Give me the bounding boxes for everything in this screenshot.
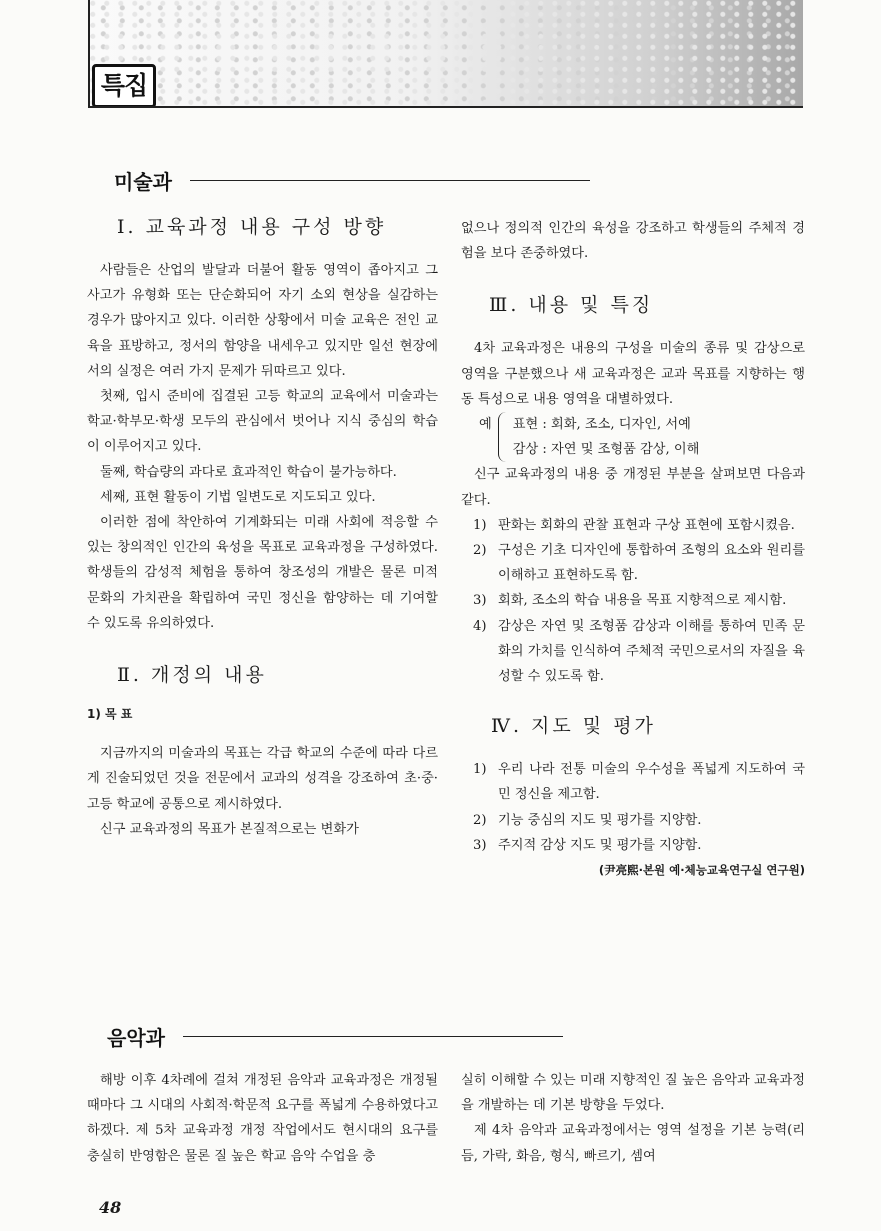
section-3-title: Ⅲ. 내용 및 특징 [489, 294, 654, 317]
s4-list [461, 757, 805, 858]
art-section-heading [114, 166, 590, 195]
art-heading-rule [190, 180, 590, 181]
art-heading-text: 미술과 [114, 170, 172, 194]
example-line-2: 감상 : 자연 및 조형품 감상, 이해 [512, 442, 700, 458]
s3-paragraph-2: 신구 교육과정의 내용 중 개정된 부분을 살펴보면 다음과 같다. [461, 467, 805, 508]
s2-paragraph-1: 지금까지의 미술과의 목표는 각급 학교의 수준에 따라 다르게 진술되었던 것을 전문에서 교과의 성격을 강조하여 초·중·고등 학교에 공통으로 제시하였다. [87, 746, 438, 812]
section-2-title: Ⅱ. 개정의 내용 [117, 664, 267, 687]
s3-list [461, 513, 805, 689]
example-label: 예 [479, 417, 492, 433]
author-credit: (尹亮熙·본원 예·체능교육연구실 연구원) [598, 863, 805, 878]
list-item: 3) 주지적 감상 지도 및 평가를 지양함. [473, 837, 702, 853]
example-line-1: 표현 : 회화, 조소, 디자인, 서예 [512, 417, 691, 433]
list-item: 1) 판화는 회화의 관찰 표현과 구상 표현에 포함시켰음. [473, 517, 795, 533]
list-item: 4) 감상은 자연 및 조형품 감상과 이해를 통하여 민족 문화의 가치를 인식하여 주체적 국민으로서의 자질을 육성할 수 있도록 함. [473, 618, 805, 685]
feature-banner [88, 0, 803, 108]
list-item: 2) 구성은 기초 디자인에 통합하여 조형의 요소와 원리를 이해하고 표현하도록 함. [473, 543, 805, 584]
list-item: 1) 우리 나라 전통 미술의 우수성을 폭넓게 지도하여 국민 정신을 제고함. [473, 762, 805, 803]
music-paragraph-3: 제 4차 음악과 교육과정에서는 영역 설정을 기본 능력(리듬, 가락, 화음, 형식, 빠르기, 셈여 [461, 1123, 805, 1164]
brace-icon [498, 412, 509, 462]
music-section-heading [107, 1022, 563, 1051]
s1-paragraph-4: 세째, 표현 활동이 기법 일변도로 지도되고 있다. [100, 489, 376, 505]
banner-label: 특집 [92, 64, 156, 108]
section-4-title: Ⅳ. 지도 및 평가 [491, 715, 656, 738]
art-left-column [87, 212, 438, 842]
example-lines [513, 412, 700, 462]
example-block [461, 412, 805, 462]
s2-paragraph-2: 신구 교육과정의 목표가 본질적으로는 변화가 [100, 821, 359, 837]
s2-paragraph-3: 없으나 정의적 인간의 육성을 강조하고 학생들의 주체적 경험을 보다 존중하였다. [461, 221, 805, 262]
music-heading-rule [183, 1036, 563, 1037]
s1-paragraph-2: 첫째, 입시 준비에 집결된 고등 학교의 교육에서 미술과는 학교·학부모·학생 모두의 관심에서 벗어나 지식 중심의 학습이 이루어지고 있다. [87, 389, 438, 455]
music-paragraph-1: 해방 이후 4차례에 걸쳐 개정된 음악과 교육과정은 개정될 때마다 그 시대의 사회적·학문적 요구를 폭넓게 수용하였다고 하겠다. 제 5차 교육과정 개정 작업에서도 현시대의 요구를 충실히 반영함은 물론 질 높은 학교 음악 수업을 충 [87, 1073, 438, 1164]
section-2-subtitle: 1) 목 표 [87, 707, 133, 722]
page-number: 48 [99, 1198, 122, 1217]
section-1-title: Ⅰ. 교육과정 내용 구성 방향 [117, 216, 387, 238]
s1-paragraph-5: 이러한 점에 착안하여 기계화되는 미래 사회에 적응할 수 있는 창의적인 인간의 육성을 목표로 교육과정을 구성하였다. 학생들의 감성적 체험을 통하여 창조성의 개발은 물론 미적 문화의 가치관을 확립하여 국민 정신을 함양하는 데 기여할 수 있도록 유의하였다. [87, 515, 438, 631]
s1-paragraph-1: 사람들은 산업의 발달과 더불어 활동 영역이 좁아지고 그 사고가 유형화 또는 단순화되어 자기 소외 현상을 실감하는 경우가 많아지고 있다. 이러한 상황에서 미술 교육은 전인 교육을 표방하고, 정서의 함양을 내세우고 있지만 일선 현장에서의 실정은 여러 가지 문제가 뒤따르고 있다. [87, 263, 438, 379]
music-paragraph-2: 실히 이해할 수 있는 미래 지향적인 질 높은 음악과 교육과정을 개발하는 데 기본 방향을 두었다. [461, 1073, 805, 1114]
s3-paragraph-1: 4차 교육과정은 내용의 구성을 미술의 종류 및 감상으로 영역을 구분했으나 새 교육과정은 교과 목표를 지향하는 행동 특성으로 내용 영역을 대별하였다. [461, 341, 805, 407]
art-right-column [461, 216, 805, 883]
music-right-column [461, 1068, 805, 1169]
music-heading-text: 음악과 [107, 1026, 165, 1050]
list-item: 2) 기능 중심의 지도 및 평가를 지양함. [473, 812, 702, 828]
music-left-column [87, 1068, 438, 1169]
s1-paragraph-3: 둘째, 학습량의 과다로 효과적인 학습이 불가능하다. [100, 464, 397, 480]
list-item: 3) 회화, 조소의 학습 내용을 목표 지향적으로 제시함. [473, 593, 787, 609]
